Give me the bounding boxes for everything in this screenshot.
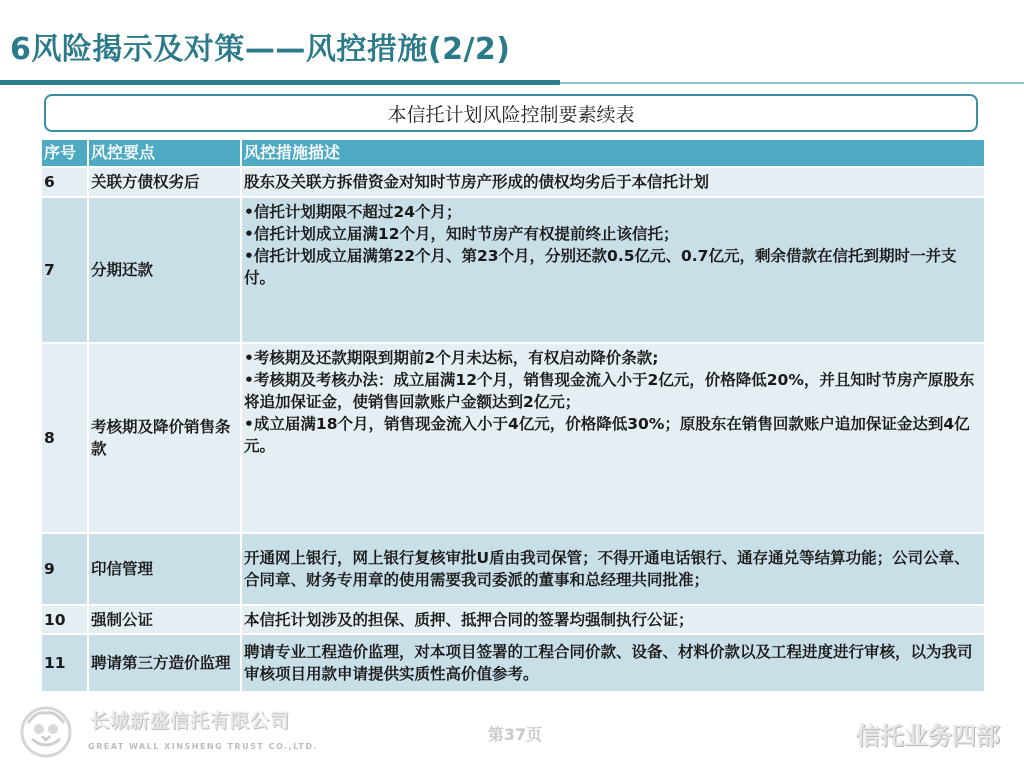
desc-line: •信托计划成立届满12个月，知时节房产有权提前终止该信托； <box>244 225 679 243</box>
company-logo-icon <box>16 703 76 761</box>
row-no: 10 <box>41 605 88 634</box>
row-no: 7 <box>41 197 88 343</box>
page-number: 第37页 <box>487 725 543 744</box>
title-underline-dark <box>0 80 560 85</box>
table-row <box>41 634 985 692</box>
table-row <box>41 167 985 197</box>
table-row <box>41 533 985 605</box>
table-row <box>41 605 985 634</box>
row-no: 9 <box>41 533 88 605</box>
company-name-en: GREAT WALL XINSHENG TRUST CO.,LTD. <box>88 742 319 751</box>
desc-line: •成立届满18个月，销售现金流入小于4亿元，价格降低30%；原股东在销售回款账户追加保证金达到4亿元。 <box>244 415 970 455</box>
table-row <box>41 343 985 533</box>
desc-line: 本信托计划涉及的担保、质押、抵押合同的签署均强制执行公证； <box>244 610 694 629</box>
desc-line: 股东及关联方拆借资金对知时节房产形成的债权均劣后于本信托计划 <box>244 173 710 191</box>
row-desc <box>241 533 985 605</box>
row-no: 11 <box>41 634 88 692</box>
row-desc <box>241 167 985 197</box>
row-desc <box>241 634 985 692</box>
row-desc <box>241 605 985 634</box>
table-caption: 本信托计划风险控制要素续表 <box>44 94 978 132</box>
desc-line: •信托计划期限不超过24个月； <box>244 203 462 221</box>
desc-line: 聘请专业工程造价监理，对本项目签署的工程合同价款、设备、材料价款以及工程进度进行审核，以为我司审核项目用款申请提供实质性高价值参考。 <box>244 643 973 683</box>
row-point: 关联方债权劣后 <box>88 167 241 197</box>
company-name-cn: 长城新盛信托有限公司 <box>90 710 291 732</box>
header-no: 序号 <box>41 139 88 167</box>
header-point: 风控要点 <box>88 139 241 167</box>
table-header-row <box>41 139 985 167</box>
row-no: 8 <box>41 343 88 533</box>
row-point: 聘请第三方造价监理 <box>88 634 241 692</box>
table-row <box>41 197 985 343</box>
desc-line: •考核期及考核办法：成立届满12个月，销售现金流入小于2亿元，价格降低20%，并且知时节房产原股东将追加保证金，使销售回款账户金额达到2亿元； <box>244 371 975 411</box>
department-name: 信托业务四部 <box>856 722 1000 750</box>
row-point: 印信管理 <box>88 533 241 605</box>
row-point: 强制公证 <box>88 605 241 634</box>
header-desc: 风控措施描述 <box>241 139 985 167</box>
slide-title: 6风险揭示及对策——风控措施(2/2) <box>10 32 511 67</box>
title-underline <box>0 80 1024 86</box>
title-underline-light <box>560 82 1024 84</box>
desc-line: 开通网上银行，网上银行复核审批U盾由我司保管；不得开通电话银行、通存通兑等结算功能；公司公章、合同章、财务专用章的使用需要我司委派的董事和总经理共同批准； <box>244 549 970 589</box>
desc-line: •信托计划成立届满第22个月、第23个月，分别还款0.5亿元、0.7亿元，剩余借款在信托到期时一并支付。 <box>244 247 957 287</box>
row-point: 分期还款 <box>88 197 241 343</box>
row-point: 考核期及降价销售条款 <box>88 343 241 533</box>
row-desc <box>241 343 985 533</box>
desc-line: •考核期及还款期限到期前2个月未达标，有权启动降价条款; <box>244 349 659 367</box>
risk-control-table <box>40 138 986 693</box>
row-no: 6 <box>41 167 88 197</box>
row-desc <box>241 197 985 343</box>
